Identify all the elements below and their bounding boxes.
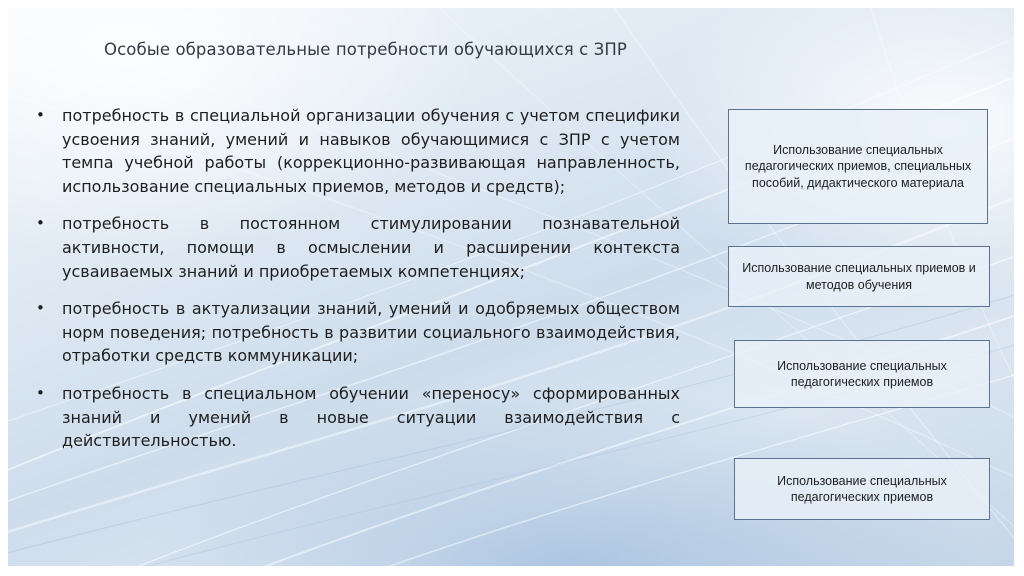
bullet-text: потребность в постоянном стимулировании познавательной активности, помощи в осмыслении и расширении контекста усваиваемых знаний и приобретаемых компетенциях; [62, 214, 680, 281]
method-box-text: Использование специальных приемов и методов обучения [742, 261, 976, 292]
method-box-text: Использование специальных педагогических приемов [777, 473, 947, 504]
bullet-text: потребность в специальной организации обучения с учетом специфики усвоения знаний, умений и навыков обучающимися с ЗПР с учетом темпа учебной работы (коррекционно-развивающая направленность, использование специальных приемов, методов и средств); [62, 106, 680, 196]
method-box-text: Использование специальных педагогических приемов, специальных пособий, дидактического материала [744, 142, 972, 190]
bullet-item [36, 382, 680, 453]
slide-title: Особые образовательные потребности обучающихся с ЗПР [104, 40, 627, 59]
bullet-icon: • [36, 106, 45, 124]
bullet-item [36, 104, 680, 198]
method-box-text: Использование специальных педагогических приемов [777, 358, 947, 389]
bullet-item [36, 212, 680, 283]
method-box-3 [734, 340, 990, 408]
bullet-icon: • [36, 299, 45, 318]
bullet-list [36, 104, 680, 467]
method-box-2 [728, 246, 990, 307]
bullet-item [36, 297, 680, 368]
bullet-icon: • [36, 383, 45, 402]
bullet-icon: • [36, 214, 45, 233]
bullet-text: потребность в специальном обучении «переносу» сформированных знаний и умений в новые ситуации взаимодействия с действительностью. [62, 383, 680, 451]
method-box-4 [734, 458, 990, 520]
method-box-1 [728, 109, 988, 224]
slide [8, 8, 1014, 566]
bullet-text: потребность в актуализации знаний, умений и одобряемых обществом норм поведения; потребность в развитии социального взаимодействия, отработки средств коммуникации; [62, 299, 680, 366]
